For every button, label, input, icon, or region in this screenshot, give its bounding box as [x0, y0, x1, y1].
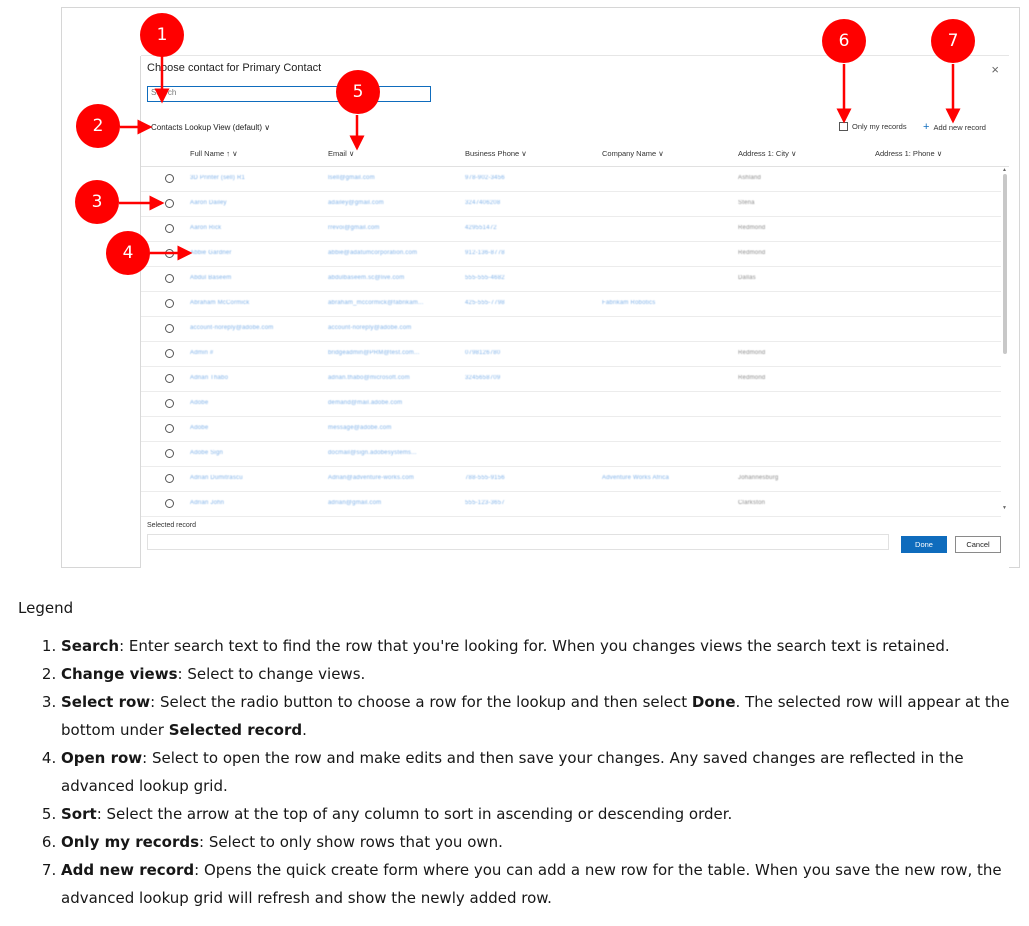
table-row[interactable] — [141, 492, 1001, 517]
row-radio-button[interactable] — [165, 249, 174, 258]
cell-name[interactable]: Aaron Dailey — [190, 200, 227, 206]
cell-email[interactable]: abraham_mccormick@fabrikam... — [328, 300, 424, 306]
row-radio-button[interactable] — [165, 374, 174, 383]
row-radio-button[interactable] — [165, 399, 174, 408]
cell-email[interactable]: bridgeadmin@PRM@test.com... — [328, 350, 420, 356]
chevron-down-icon: ∨ — [658, 149, 664, 158]
cell-city: Ashland — [738, 175, 762, 181]
dialog-title: Choose contact for Primary Contact — [147, 62, 322, 74]
row-radio-button[interactable] — [165, 224, 174, 233]
table-row[interactable] — [141, 192, 1001, 217]
table-row[interactable] — [141, 167, 1001, 192]
table-row[interactable] — [141, 417, 1001, 442]
table-row[interactable] — [141, 242, 1001, 267]
scroll-up-icon[interactable]: ▲ — [1002, 167, 1007, 173]
cell-name[interactable]: account-noreply@adobe.com — [190, 325, 274, 331]
legend-item-only-my-records: 6. Only my records: Select to only show rows that you own. — [61, 828, 1020, 856]
lookup-dialog — [141, 56, 1009, 568]
cell-city: Johannesburg — [738, 475, 779, 481]
cell-phone: 0798126780 — [465, 350, 501, 356]
row-radio-button[interactable] — [165, 349, 174, 358]
chevron-down-icon: ∨ — [348, 149, 355, 158]
row-radio-button[interactable] — [165, 474, 174, 483]
row-radio-button[interactable] — [165, 449, 174, 458]
legend-title: Legend — [18, 599, 74, 617]
close-icon[interactable]: × — [991, 62, 999, 77]
cell-phone: 555-555-4682 — [465, 275, 505, 281]
table-row[interactable] — [141, 392, 1001, 417]
cell-phone: 429551472 — [465, 225, 497, 231]
cell-email[interactable]: Adrian@adventure-works.com — [328, 475, 414, 481]
legend-list — [18, 632, 1020, 912]
legend-item-change-views: 2. Change views: Select to change views. — [61, 660, 1020, 688]
callout-4: 4 — [106, 231, 150, 275]
scroll-thumb[interactable] — [1003, 174, 1007, 354]
cell-name[interactable]: Abdul Baseem — [190, 275, 232, 281]
table-row[interactable] — [141, 342, 1001, 367]
column-header-city[interactable]: Address 1: City ∨ — [738, 149, 797, 158]
column-header-business-phone[interactable]: Business Phone ∨ — [465, 149, 527, 158]
cell-city: Redmond — [738, 225, 766, 231]
cell-email[interactable]: message@adobe.com — [328, 425, 392, 431]
cell-name[interactable]: Adobe — [190, 400, 209, 406]
cell-name[interactable]: Aaron Rick — [190, 225, 222, 231]
callout-6: 6 — [822, 19, 866, 63]
row-radio-button[interactable] — [165, 499, 174, 508]
plus-icon: + — [923, 121, 930, 133]
cell-email[interactable]: account-noreply@adobe.com — [328, 325, 412, 331]
cell-email[interactable]: rrevoi@gmail.com — [328, 225, 380, 231]
search-input[interactable]: Search — [147, 86, 431, 102]
table-row[interactable] — [141, 317, 1001, 342]
table-row[interactable] — [141, 442, 1001, 467]
cell-email[interactable]: adrian@gmail.com — [328, 500, 382, 506]
cell-phone: 555-123-3657 — [465, 500, 505, 506]
cell-phone: 978-902-3456 — [465, 175, 505, 181]
only-my-records-toggle[interactable] — [839, 122, 907, 131]
view-selector[interactable] — [151, 123, 270, 132]
scroll-down-icon[interactable]: ▼ — [1002, 505, 1007, 511]
chevron-down-icon: ∨ — [790, 149, 797, 158]
cell-email[interactable]: adnan.thabo@microsoft.com — [328, 375, 410, 381]
cell-email[interactable]: docmail@sign.adobesystems... — [328, 450, 417, 456]
cell-city: Redmond — [738, 250, 766, 256]
column-header-company-name[interactable]: Company Name ∨ — [602, 149, 664, 158]
cell-city: Dallas — [738, 275, 756, 281]
cell-email[interactable]: abdulbaseem.sc@live.com — [328, 275, 405, 281]
cell-city: Stena — [738, 200, 755, 206]
only-my-records-label: Only my records — [852, 122, 907, 131]
sort-up-icon: ↑ — [226, 149, 231, 158]
cell-phone: 912-136-8778 — [465, 250, 505, 256]
cell-phone: 3247406208 — [465, 200, 501, 206]
column-header-address-phone[interactable]: Address 1: Phone ∨ — [875, 149, 943, 158]
cell-name[interactable]: Adrian John — [190, 500, 225, 506]
cell-email[interactable]: lsell@gmail.com — [328, 175, 375, 181]
cell-phone: 3245658709 — [465, 375, 501, 381]
callout-2: 2 — [76, 104, 120, 148]
table-row[interactable] — [141, 267, 1001, 292]
cell-name[interactable]: Adobe — [190, 425, 209, 431]
cell-email[interactable]: abbie@adatumcorporation.com — [328, 250, 418, 256]
scrollbar[interactable] — [1001, 167, 1009, 511]
cell-email[interactable]: demand@mail.adobe.com — [328, 400, 403, 406]
cell-email[interactable]: adailey@gmail.com — [328, 200, 384, 206]
row-radio-button[interactable] — [165, 199, 174, 208]
cell-phone: 788-555-9156 — [465, 475, 505, 481]
chevron-down-icon: ∨ — [936, 149, 943, 158]
table-row[interactable] — [141, 217, 1001, 242]
column-header-email[interactable]: Email ∨ — [328, 149, 355, 158]
table-row[interactable] — [141, 367, 1001, 392]
cell-name[interactable]: Adrian Dumitrascu — [190, 475, 243, 481]
legend-item-open-row: 4. Open row: Select to open the row and make edits and then save your changes. Any saved changes are reflected in the advanced lookup grid. — [61, 744, 1020, 800]
column-header-full-name[interactable]: Full Name ↑ ∨ — [190, 149, 238, 158]
cell-name[interactable]: Abbie Gardner — [190, 250, 232, 256]
checkbox-icon[interactable] — [839, 122, 848, 131]
callout-7: 7 — [931, 19, 975, 63]
legend-item-select-row: 3. Select row: Select the radio button to choose a row for the lookup and then select Done. The selected row will appear at the bottom under Selected record. — [61, 688, 1020, 744]
cell-city: Redmond — [738, 375, 766, 381]
row-radio-button[interactable] — [165, 299, 174, 308]
grid-body — [141, 167, 1001, 517]
cancel-button[interactable]: Cancel — [955, 536, 1001, 553]
callout-1: 1 — [140, 13, 184, 57]
row-radio-button[interactable] — [165, 274, 174, 283]
add-new-record-button[interactable] — [923, 121, 986, 133]
chevron-down-icon: ∨ — [521, 149, 527, 158]
add-new-record-label: Add new record — [933, 122, 986, 132]
callout-5: 5 — [336, 70, 380, 114]
legend-item-sort: 5. Sort: Select the arrow at the top of any column to sort in ascending or descending order. — [61, 800, 1020, 828]
cell-name[interactable]: Adnan Thabo — [190, 375, 229, 381]
done-button[interactable]: Done — [901, 536, 947, 553]
chevron-down-icon: ∨ — [264, 123, 271, 132]
cell-company[interactable]: Fabrikam Robotics — [602, 300, 656, 306]
cell-phone: 425-555-7798 — [465, 300, 505, 306]
cell-city: Redmond — [738, 350, 766, 356]
table-row[interactable] — [141, 292, 1001, 317]
cell-city: Clarkston — [738, 500, 766, 506]
callout-3: 3 — [75, 180, 119, 224]
selected-record-field — [147, 534, 889, 550]
cell-name[interactable]: Abraham McCormick — [190, 300, 250, 306]
legend-item-search: 1. Search: Enter search text to find the row that you're looking for. When you changes views the search text is retained. — [61, 632, 1020, 660]
selected-record-label: Selected record — [147, 522, 197, 529]
legend-item-add-new-record: 7. Add new record: Opens the quick create form where you can add a new row for the table. When you save the new row, the advanced lookup grid will refresh and show the newly added row. — [61, 856, 1020, 912]
row-radio-button[interactable] — [165, 174, 174, 183]
cell-company[interactable]: Adventure Works Africa — [602, 475, 669, 481]
view-label: Contacts Lookup View (default) — [151, 123, 263, 132]
table-row[interactable] — [141, 467, 1001, 492]
row-radio-button[interactable] — [165, 424, 174, 433]
cell-name[interactable]: Adobe Sign — [190, 450, 224, 456]
cell-name[interactable]: Admin # — [190, 350, 214, 356]
cell-name[interactable]: 3D Printer (sell) R1 — [190, 175, 246, 181]
chevron-down-icon: ∨ — [232, 149, 238, 158]
row-radio-button[interactable] — [165, 324, 174, 333]
grid-header — [141, 140, 1009, 167]
